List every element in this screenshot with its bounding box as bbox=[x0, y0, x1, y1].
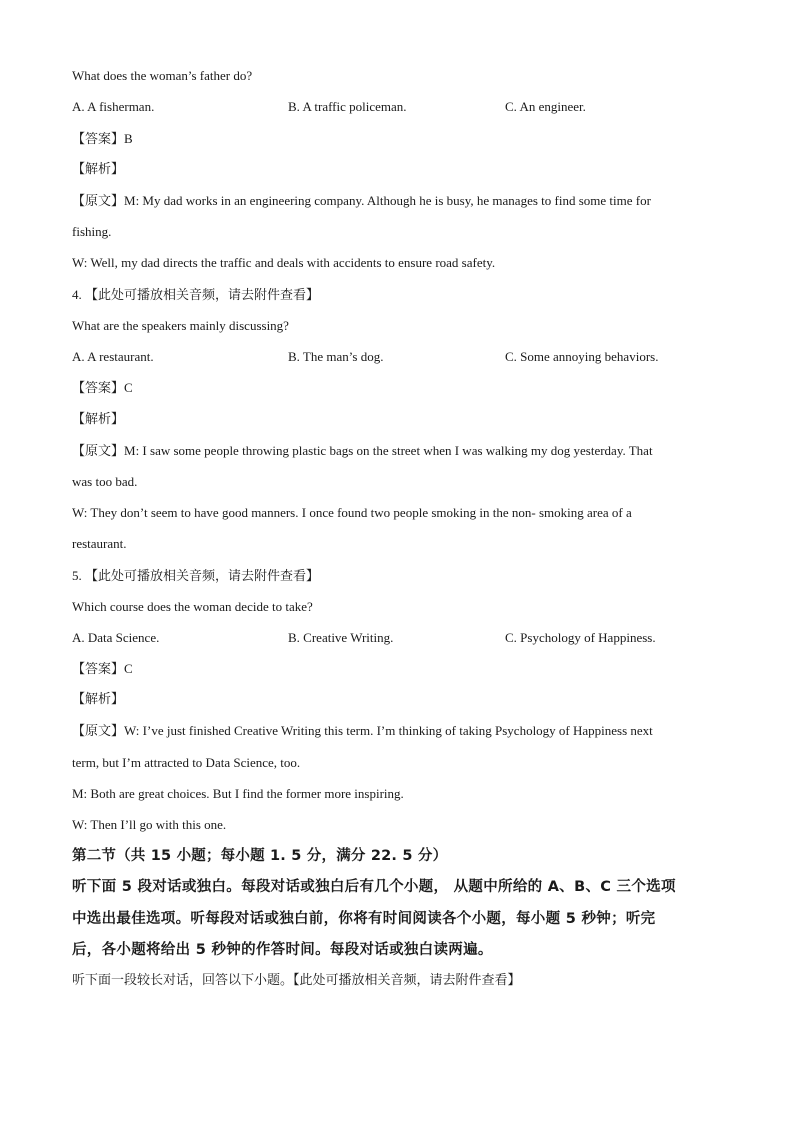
question-number: 4. bbox=[72, 287, 85, 302]
q3-question: What does the woman’s father do? bbox=[72, 68, 253, 83]
section-instructions-line: 后，各小题将给出 5 秒钟的作答时间。每段对话或独白读两遍。 bbox=[72, 942, 493, 958]
q3-answer bbox=[72, 131, 133, 148]
q5-question: Which course does the woman decide to take? bbox=[72, 599, 313, 614]
q4-transcript-line: was too bad. bbox=[72, 474, 138, 489]
answer-label: 【答案】 bbox=[72, 381, 125, 396]
q4-transcript-line: W: They don’t seem to have good manners. I once found two people smoking in the non- smoking area of a bbox=[72, 505, 632, 520]
q3-option-b: B. A traffic policeman. bbox=[288, 99, 407, 114]
answer-value: B bbox=[124, 131, 133, 146]
original-label: 【原文】 bbox=[72, 724, 125, 739]
q5-transcript-line: W: Then I’ll go with this one. bbox=[72, 817, 227, 832]
answer-label: 【答案】 bbox=[72, 132, 125, 147]
q4-options bbox=[72, 349, 732, 365]
q3-transcript-line: fishing. bbox=[72, 224, 112, 239]
answer-label: 【答案】 bbox=[72, 662, 125, 677]
q5-option-a: A. Data Science. bbox=[72, 630, 160, 645]
audio-note: 【此处可播放相关音频，请去附件查看】 bbox=[85, 288, 320, 303]
audio-note: 【此处可播放相关音频，请去附件查看】 bbox=[85, 569, 320, 584]
q5-transcript-line bbox=[72, 723, 653, 740]
section-lead-in: 听下面一段较长对话，回答以下小题。【此处可播放相关音频，请去附件查看】 bbox=[72, 973, 521, 988]
q5-transcript-line: term, but I’m attracted to Data Science, too. bbox=[72, 755, 301, 770]
q4-answer bbox=[72, 380, 133, 397]
q4-analysis-label: 【解析】 bbox=[72, 412, 125, 427]
q4-transcript-line bbox=[72, 443, 653, 460]
original-label: 【原文】 bbox=[72, 194, 125, 209]
q5-analysis-label: 【解析】 bbox=[72, 692, 125, 707]
q5-answer bbox=[72, 661, 133, 678]
q3-transcript-line: W: Well, my dad directs the traffic and deals with accidents to ensure road safety. bbox=[72, 255, 496, 270]
q3-analysis-label: 【解析】 bbox=[72, 162, 125, 177]
original-label: 【原文】 bbox=[72, 444, 125, 459]
transcript-text: M: My dad works in an engineering company. Although he is busy, he manages to find some time for bbox=[124, 193, 651, 208]
answer-value: C bbox=[124, 380, 133, 395]
q5-transcript-line: M: Both are great choices. But I find the former more inspiring. bbox=[72, 786, 404, 801]
q3-option-a: A. A fisherman. bbox=[72, 99, 155, 114]
section-instructions-line: 听下面 5 段对话或独白。每段对话或独白后有几个小题， 从题中所给的 A、B、C 三个选项 bbox=[72, 879, 676, 895]
q4-option-c: C. Some annoying behaviors. bbox=[505, 349, 659, 364]
question-number: 5. bbox=[72, 568, 85, 583]
transcript-text: M: I saw some people throwing plastic bags on the street when I was walking my dog yesterday. That bbox=[124, 443, 653, 458]
transcript-text: W: I’ve just finished Creative Writing this term. I’m thinking of taking Psychology of Happiness next bbox=[124, 723, 653, 738]
q4-question: What are the speakers mainly discussing? bbox=[72, 318, 289, 333]
section-instructions-line: 中选出最佳选项。听每段对话或独白前，你将有时间阅读各个小题，每小题 5 秒钟；听完 bbox=[72, 911, 656, 927]
section-heading: 第二节（共 15 小题；每小题 1. 5 分，满分 22. 5 分） bbox=[72, 848, 448, 864]
q4-option-b: B. The man’s dog. bbox=[288, 349, 384, 364]
q5-option-c: C. Psychology of Happiness. bbox=[505, 630, 656, 645]
q3-transcript-line bbox=[72, 193, 651, 210]
q5-option-b: B. Creative Writing. bbox=[288, 630, 394, 645]
q4-transcript-line: restaurant. bbox=[72, 536, 127, 551]
q5-header bbox=[72, 568, 319, 585]
q5-options bbox=[72, 630, 732, 646]
q4-option-a: A. A restaurant. bbox=[72, 349, 154, 364]
answer-value: C bbox=[124, 661, 133, 676]
q3-options bbox=[72, 99, 732, 115]
q4-header bbox=[72, 287, 319, 304]
q3-option-c: C. An engineer. bbox=[505, 99, 586, 114]
